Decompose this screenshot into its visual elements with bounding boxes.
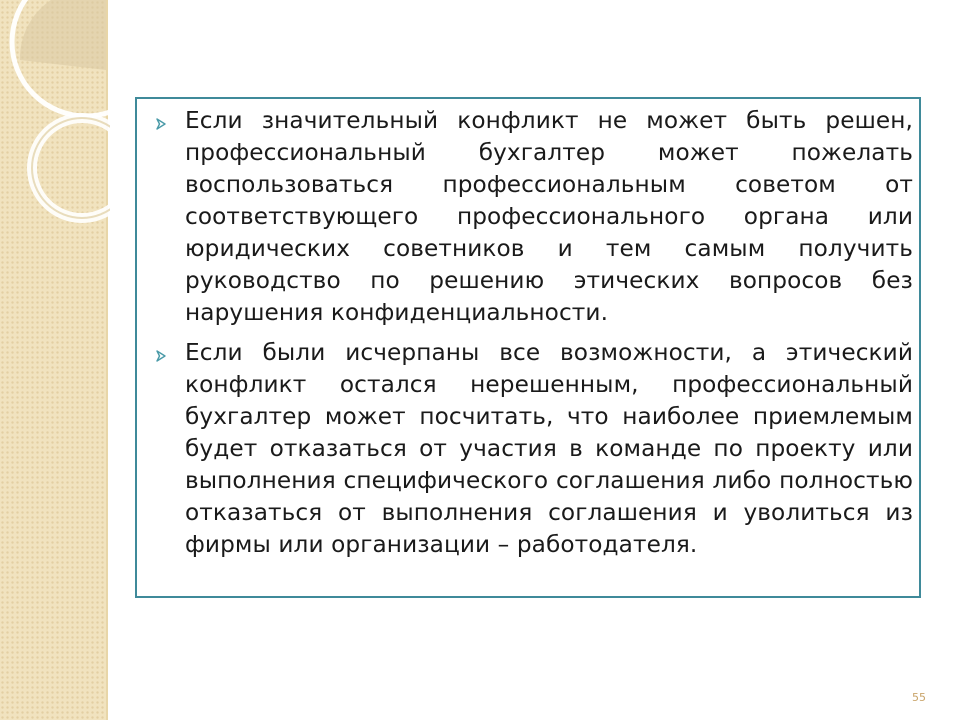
bullet-text: Если были исчерпаны все возможности, а этический конфликт остался нерешенным, профессиональный бухгалтер может посчитать, что наиболее приемлемым будет отказаться от участия в команде по проекту или выполнения специфического соглашения либо полностью отказаться от выполнения соглашения и уволиться из фирмы или организации – работодателя.: [185, 339, 913, 558]
bullet-item: [155, 337, 913, 561]
bullet-arrow-icon: [155, 337, 185, 561]
small-ring-decoration: [32, 118, 110, 218]
large-ring-decoration: [12, 0, 110, 116]
content-box: [135, 97, 921, 598]
bullet-item: [155, 105, 913, 329]
decorative-circles: [0, 0, 110, 260]
bullet-arrow-icon: [155, 105, 185, 329]
page-number: 55: [912, 691, 926, 704]
bullet-text: Если значительный конфликт не может быть решен, профессиональный бухгалтер может пожелать воспользоваться профессиональным советом от соответствующего профессионального органа или юридических советников и тем самым получить руководство по решению этических вопросов без нарушения конфиденциальности.: [185, 107, 913, 326]
